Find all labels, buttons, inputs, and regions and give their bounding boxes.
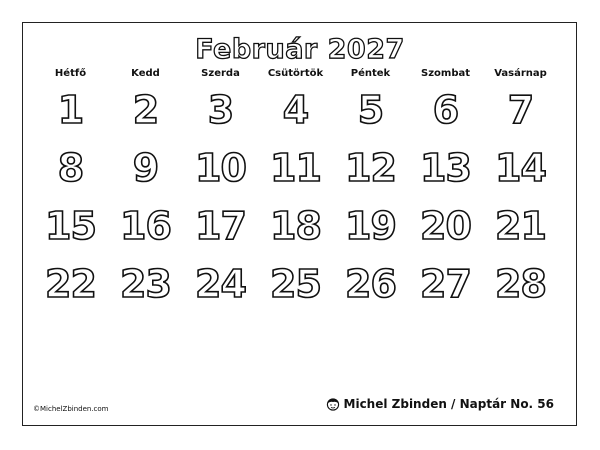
day-cell: 22	[45, 262, 96, 306]
weekday-label: Vasárnap	[494, 68, 547, 79]
day-cell: 10	[195, 146, 246, 190]
author-credit	[326, 397, 554, 411]
day-cell: 27	[420, 262, 471, 306]
day-cell: 8	[57, 146, 84, 190]
day-cell: 18	[270, 204, 321, 248]
weekday-label: Kedd	[131, 68, 160, 79]
day-cell: 2	[132, 88, 159, 132]
day-cell: 25	[270, 262, 321, 306]
day-cell: 26	[345, 262, 396, 306]
day-cell: 7	[507, 88, 534, 132]
day-cell: 5	[357, 88, 384, 132]
weekday-label: Csütörtök	[267, 68, 324, 79]
day-cell: 23	[120, 262, 171, 306]
weekday-label: Szombat	[421, 68, 470, 79]
day-cell: 17	[195, 204, 246, 248]
day-cell: 12	[345, 146, 396, 190]
day-cell: 6	[432, 88, 459, 132]
day-cell: 4	[282, 88, 309, 132]
author-face-icon	[326, 397, 340, 411]
calendar-title: Február 2027	[195, 34, 405, 65]
day-cell: 14	[495, 146, 546, 190]
weekday-label: Hétfő	[54, 68, 87, 79]
day-cell: 21	[495, 204, 546, 248]
day-cell: 11	[270, 146, 321, 190]
day-cell: 3	[207, 88, 234, 132]
calendar-day-grid	[33, 80, 558, 312]
weekday-label: Péntek	[350, 68, 391, 79]
day-cell: 16	[120, 204, 171, 248]
day-cell: 13	[420, 146, 471, 190]
copyright-notice: ©MichelZbinden.com	[33, 405, 109, 413]
day-cell: 19	[345, 204, 396, 248]
day-cell: 15	[45, 204, 96, 248]
author-credit-text: Michel Zbinden / Naptár No. 56	[343, 397, 554, 411]
day-cell: 28	[495, 262, 546, 306]
weekday-label: Szerda	[201, 68, 240, 79]
weekday-header-row	[33, 68, 558, 79]
day-cell: 9	[132, 146, 159, 190]
day-cell: 24	[195, 262, 246, 306]
day-cell: 20	[420, 204, 471, 248]
day-cell: 1	[57, 88, 84, 132]
